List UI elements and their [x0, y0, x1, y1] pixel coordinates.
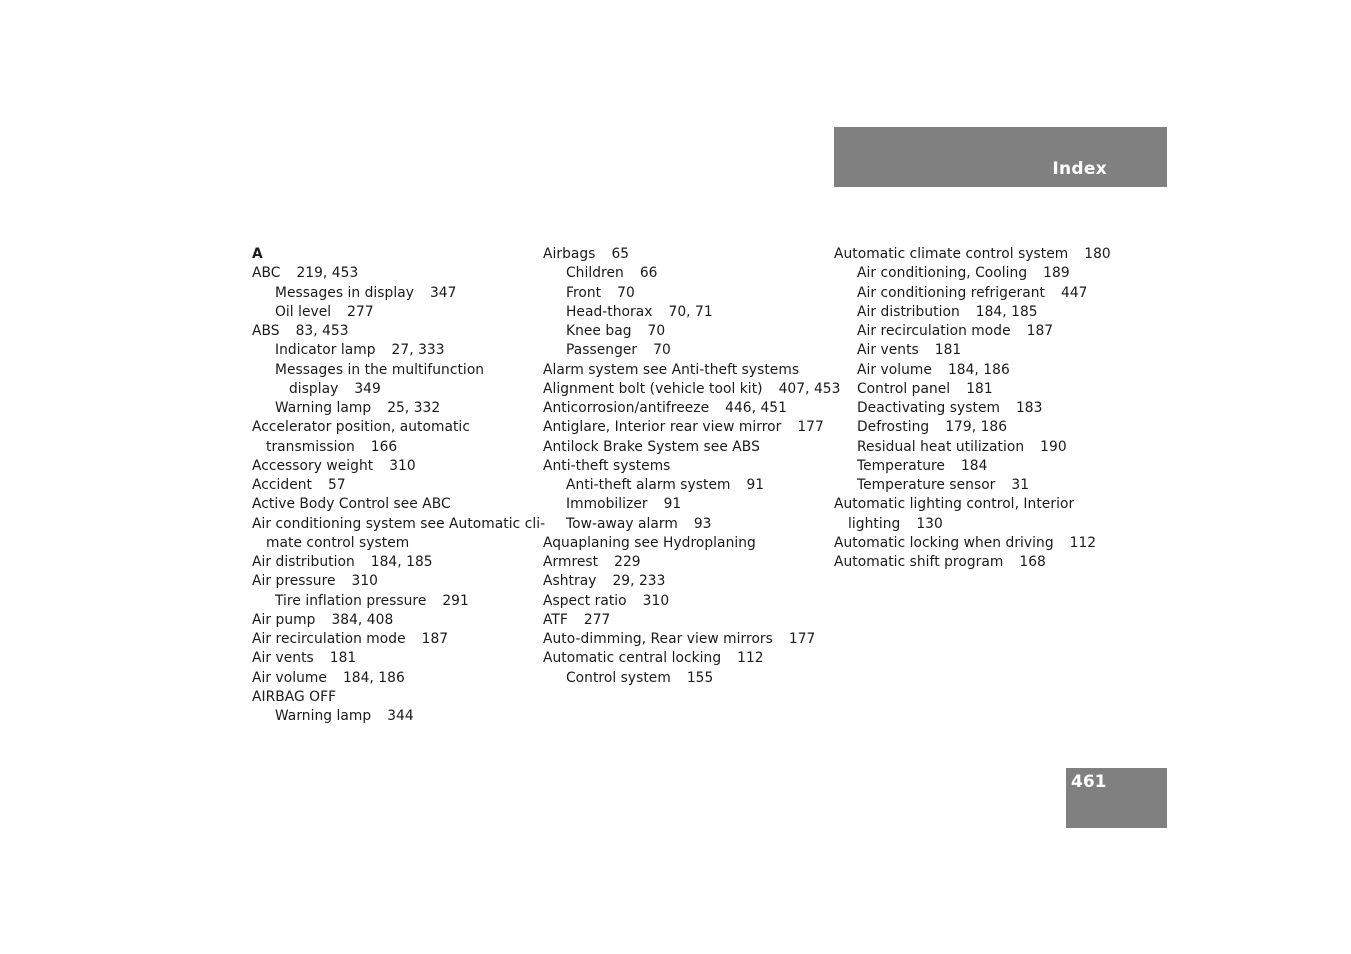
index-entry	[543, 361, 825, 380]
index-entry-term: Air distribution	[857, 303, 960, 320]
index-entry-term: Air conditioning, Cooling	[857, 265, 1028, 282]
index-entry-pages: 57	[328, 477, 346, 493]
index-entry-term: Air volume	[252, 669, 327, 686]
index-entry-pages: 93	[693, 515, 712, 532]
index-entry-pages: 190	[1040, 438, 1067, 455]
index-entry-pages: 183	[1015, 400, 1043, 416]
index-entry-pages: 179, 186	[945, 419, 1008, 436]
index-entry-pages: 29, 233	[612, 573, 666, 590]
index-entry	[252, 284, 530, 303]
index-entry-term: Auto-dimming, Rear view mirrors	[543, 631, 773, 647]
index-entry	[543, 399, 825, 418]
index-entry-pages: 166	[370, 438, 398, 455]
index-entry-term: ATF	[543, 611, 568, 628]
index-entry-pages: 91	[746, 477, 765, 493]
index-entry-pages: 65	[611, 246, 630, 262]
index-entry	[543, 341, 825, 360]
index-entry	[543, 669, 825, 688]
index-entry-term: Warning lamp	[275, 400, 372, 416]
index-entry-pages: 70	[653, 342, 671, 359]
index-entry-pages: 181	[966, 380, 993, 397]
index-entry	[252, 572, 530, 591]
index-entry-term: Alarm system see Anti-theft systems	[543, 361, 800, 378]
index-entry-term: Tire inflation pressure	[275, 592, 427, 609]
index-entry-term: Active Body Control see ABC	[252, 496, 451, 513]
index-entry-pages: 344	[387, 708, 414, 724]
index-entry-term: Aquaplaning see Hydroplaning	[543, 534, 756, 551]
index-entry-pages: 112	[737, 650, 764, 667]
index-entry	[252, 361, 530, 380]
index-entry	[834, 380, 1124, 399]
index-entry	[543, 303, 825, 322]
index-entry	[543, 630, 825, 649]
index-entry-term: Ashtray	[543, 573, 597, 590]
index-entry	[834, 284, 1124, 303]
index-entry-term: A	[252, 246, 263, 262]
index-entry	[252, 264, 530, 283]
index-entry-pages: 310	[642, 592, 670, 609]
index-entry	[543, 611, 825, 630]
index-entry-term: Air vents	[857, 342, 919, 359]
index-entry	[252, 495, 530, 514]
index-entry-pages: 347	[429, 284, 457, 301]
index-entry-term: Anti-theft systems	[543, 457, 671, 474]
index-entry-term: Accident	[252, 477, 312, 493]
index-entry-term: Airbags	[543, 246, 596, 262]
index-entry-pages: 181	[934, 342, 962, 359]
index-entry-pages: 229	[614, 554, 641, 570]
index-entry-term: transmission	[266, 438, 355, 455]
index-entry-pages: 83, 453	[295, 323, 349, 339]
index-entry	[252, 649, 530, 668]
index-entry-term: Deactivating system	[857, 400, 1000, 416]
index-column-2	[543, 245, 841, 688]
index-entry-term: Air recirculation mode	[252, 631, 406, 647]
index-entry-term: AIRBAG OFF	[252, 688, 337, 705]
index-entry-pages: 277	[347, 303, 374, 320]
index-entry-pages: 66	[639, 265, 658, 282]
index-entry-pages: 184, 186	[947, 361, 1010, 378]
index-column-3	[834, 245, 1124, 572]
index-entry	[543, 284, 825, 303]
index-entry-pages: 277	[583, 611, 611, 628]
index-entry	[834, 457, 1124, 476]
index-entry-term: Alignment bolt (vehicle tool kit)	[543, 380, 763, 397]
index-entry	[543, 515, 825, 534]
index-entry-term: ABS	[252, 323, 280, 339]
index-entry-pages: 155	[686, 669, 714, 686]
index-entry-term: Air pressure	[252, 573, 336, 590]
index-entry-pages: 70	[647, 323, 666, 339]
index-entry-pages: 184, 186	[342, 669, 405, 686]
index-entry	[543, 438, 825, 457]
index-entry-term: Air volume	[857, 361, 932, 378]
index-entry-pages: 130	[916, 515, 943, 532]
index-entry-pages: 70	[617, 284, 635, 301]
index-column-1	[252, 245, 546, 726]
index-entry	[834, 534, 1124, 553]
index-entry-pages: 384, 408	[331, 611, 394, 628]
index-entry-term: Automatic central locking	[543, 650, 722, 667]
index-entry-pages: 447	[1061, 284, 1088, 301]
index-entry	[543, 572, 825, 591]
index-entry-term: Air vents	[252, 650, 314, 667]
index-entry-term: Air recirculation mode	[857, 323, 1011, 339]
index-entry-term: Air distribution	[252, 554, 355, 570]
index-entry	[252, 515, 546, 534]
index-entry	[543, 592, 825, 611]
index-entry-term: Anticorrosion/antifreeze	[543, 400, 710, 416]
index-entry-pages: 187	[1026, 323, 1054, 339]
index-entry-term: Automatic climate control system	[834, 246, 1069, 262]
index-entry	[252, 380, 530, 399]
index-entry-term: Air pump	[252, 611, 316, 628]
index-entry	[543, 418, 825, 437]
index-entry-term: Air conditioning system see Automatic cli-	[252, 515, 546, 532]
index-entry	[252, 669, 530, 688]
index-entry	[543, 322, 825, 341]
index-entry-pages: 181	[329, 650, 357, 667]
index-entry-term: Anti-theft alarm system	[566, 477, 731, 493]
index-entry	[834, 495, 1124, 514]
index-entry-term: Armrest	[543, 554, 599, 570]
index-entry	[252, 592, 530, 611]
index-entry-term: display	[289, 380, 339, 397]
index-entry	[834, 322, 1124, 341]
index-entry	[834, 264, 1124, 283]
index-entry-term: Antilock Brake System see ABS	[543, 438, 760, 455]
index-entry-pages: 407, 453	[778, 380, 841, 397]
index-entry-term: ABC	[252, 265, 281, 282]
index-entry	[252, 534, 530, 553]
index-title: Index	[1052, 159, 1107, 179]
index-entry-pages: 187	[421, 631, 449, 647]
index-entry	[834, 515, 1124, 534]
index-entry	[252, 438, 530, 457]
index-entry	[252, 245, 530, 264]
index-entry	[252, 322, 530, 341]
index-entry-term: Tow-away alarm	[566, 515, 678, 532]
index-entry	[252, 611, 530, 630]
index-entry-pages: 310	[389, 457, 416, 474]
index-entry-pages: 27, 333	[391, 342, 445, 359]
index-entry-term: Temperature sensor	[857, 477, 996, 493]
index-entry-term: Knee bag	[566, 323, 632, 339]
index-entry-term: Head-thorax	[566, 303, 653, 320]
index-entry	[834, 303, 1124, 322]
index-entry-pages: 168	[1019, 554, 1046, 570]
index-entry	[543, 553, 825, 572]
index-entry	[543, 380, 841, 399]
index-entry-term: Defrosting	[857, 419, 930, 436]
index-entry-term: Accelerator position, automatic	[252, 419, 470, 436]
index-entry	[543, 457, 825, 476]
index-entry	[252, 399, 530, 418]
index-entry-term: mate control system	[266, 534, 410, 551]
page-number: 461	[1071, 772, 1107, 792]
index-entry-pages: 31	[1011, 477, 1030, 493]
index-entry	[252, 341, 530, 360]
index-entry	[834, 245, 1124, 264]
index-entry	[834, 341, 1124, 360]
index-entry	[252, 688, 530, 707]
page-number-tab	[1066, 768, 1167, 828]
index-entry-term: Immobilizer	[566, 496, 648, 513]
index-entry-term: Temperature	[857, 457, 945, 474]
index-entry-pages: 310	[351, 573, 379, 590]
index-entry-pages: 25, 332	[387, 400, 441, 416]
index-entry-term: Automatic shift program	[834, 554, 1004, 570]
index-entry-term: Aspect ratio	[543, 592, 627, 609]
index-entry-term: Automatic locking when driving	[834, 534, 1054, 551]
index-header-tab	[834, 127, 1167, 187]
index-entry	[834, 361, 1124, 380]
index-entry-term: Warning lamp	[275, 708, 372, 724]
index-entry-term: Indicator lamp	[275, 342, 376, 359]
index-entry	[834, 476, 1124, 495]
index-entry-term: Messages in display	[275, 284, 414, 301]
index-entry-term: Accessory weight	[252, 457, 374, 474]
index-entry	[252, 418, 530, 437]
index-entry	[543, 264, 825, 283]
index-entry-term: Control panel	[857, 380, 951, 397]
index-entry-pages: 177	[797, 419, 824, 436]
index-entry-term: Messages in the multifunction	[275, 361, 485, 378]
index-entry	[252, 476, 530, 495]
index-entry-term: lighting	[848, 515, 901, 532]
index-entry-term: Air conditioning refrigerant	[857, 284, 1045, 301]
index-entry	[252, 707, 530, 726]
index-entry-pages: 291	[442, 592, 469, 609]
index-entry-pages: 112	[1069, 534, 1097, 551]
index-entry	[543, 495, 825, 514]
index-entry-term: Passenger	[566, 342, 638, 359]
index-entry-term: Children	[566, 265, 624, 282]
index-entry	[543, 649, 825, 668]
index-entry-pages: 189	[1043, 265, 1070, 282]
index-entry-term: Control system	[566, 669, 671, 686]
index-entry	[252, 457, 530, 476]
index-entry-term: Antiglare, Interior rear view mirror	[543, 419, 782, 436]
index-entry-term: Front	[566, 284, 602, 301]
index-entry-pages: 177	[788, 631, 816, 647]
index-entry	[252, 553, 530, 572]
index-entry	[252, 630, 530, 649]
index-entry-term: Oil level	[275, 303, 332, 320]
index-entry	[834, 418, 1124, 437]
index-entry-term: Residual heat utilization	[857, 438, 1025, 455]
index-entry-pages: 349	[354, 380, 381, 397]
index-entry-pages: 184, 185	[370, 554, 433, 570]
index-entry	[834, 399, 1124, 418]
index-entry	[834, 553, 1124, 572]
index-entry	[252, 303, 530, 322]
index-entry-pages: 91	[663, 496, 682, 513]
index-entry-pages: 184	[960, 457, 988, 474]
index-entry-pages: 70, 71	[668, 303, 713, 320]
index-entry-pages: 219, 453	[296, 265, 359, 282]
index-entry	[834, 438, 1124, 457]
index-entry	[543, 476, 825, 495]
index-entry-pages: 180	[1084, 246, 1111, 262]
index-entry-pages: 446, 451	[725, 400, 787, 416]
index-entry-pages: 184, 185	[975, 303, 1038, 320]
index-entry	[543, 245, 825, 264]
index-entry-term: Automatic lighting control, Interior	[834, 496, 1075, 513]
index-entry	[543, 534, 825, 553]
